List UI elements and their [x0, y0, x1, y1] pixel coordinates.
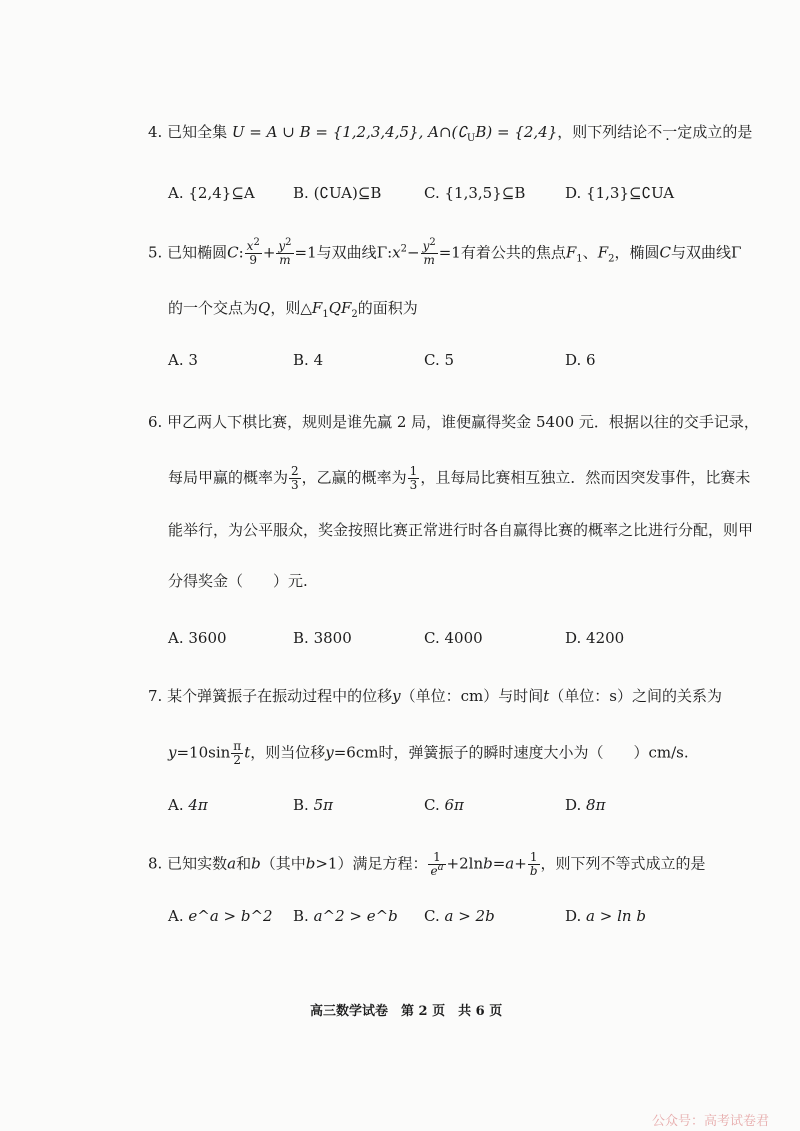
option-a: A. 3600: [168, 629, 227, 647]
option-a: A. 3: [168, 351, 198, 369]
question-math: U = A ∪ B = {1,2,3,4,5}, A∩(∁: [231, 123, 467, 141]
option-a: A. e^a > b^2: [168, 907, 273, 925]
question-number: 4.: [148, 123, 163, 141]
question-number: 5.: [148, 243, 163, 262]
option-c: C. {1,3,5}⊆B: [424, 184, 526, 202]
fraction: $\frac{x^2}{9}$: [246, 237, 260, 267]
question-6-line-4: 分得奖金（ ）元.: [168, 572, 308, 590]
option-d: D. 6: [565, 351, 596, 369]
option-d: D. {1,3}⊆∁UA: [565, 184, 675, 202]
fraction: $\frac{y^2}{m}$: [278, 237, 292, 267]
fraction: $\frac{\pi}{2}$: [233, 739, 242, 767]
question-5-line-2: 的一个交点为Q，则$\triangle F_1QF_2$的面积为: [168, 299, 418, 320]
option-a: A. 4π: [168, 796, 208, 814]
option-b: B. a^2 > e^b: [293, 907, 398, 925]
question-text: 已知全集: [167, 123, 228, 141]
page-footer: 高三数学试卷 第 2 页 共 6 页: [310, 1004, 503, 1019]
option-d: D. 4200: [565, 629, 625, 647]
option-c: C. 6π: [424, 796, 464, 814]
watermark: 公众号：高考试卷君: [652, 1114, 770, 1129]
question-number: 7.: [148, 687, 163, 705]
question-6-line-1: 6. 甲乙两人下棋比赛，规则是谁先赢 2 局，谁便赢得奖金 5400 元．根据以往的交手记录，: [148, 413, 759, 431]
option-b: B. 3800: [293, 629, 352, 647]
question-7-line-2: y=10sin $\frac{\pi}{2}$ t，则当位移y=6cm时，弹簧振子的瞬时速度大小为（ ）cm/s.: [168, 739, 689, 767]
question-number: 6.: [148, 413, 163, 431]
fraction: $\frac{y^2}{m}$: [422, 237, 436, 267]
fraction: $\frac{1}{e^a}$: [430, 850, 444, 878]
option-c: C. a > 2b: [424, 907, 495, 925]
question-6-line-2: 每局甲赢的概率为 $\frac{2}{3}$ ，乙赢的概率为 $\frac{1}{3}$ ，且每局比赛相互独立．然而因突发事件，比赛未: [168, 464, 751, 492]
question-6-line-3: 能举行，为公平服众，奖金按照比赛正常进行时各自赢得比赛的概率之比进行分配，则甲: [168, 521, 754, 539]
option-b: B. (∁UA)⊆B: [293, 184, 382, 202]
option-a: A. {2,4}⊆A: [168, 184, 255, 202]
option-d: D. a > ln b: [565, 907, 646, 925]
option-b: B. 5π: [293, 796, 333, 814]
question-5-line-1: 5. 已知椭圆C: $\frac{x^2}{9}$ + $\frac{y^2}{m}$ =1与双曲线$\Gamma:x^2-$ $\frac{y^2}{m}$ =1有着公共的焦点$F_1$、$F_2$，椭圆C与双曲线Γ: [148, 237, 742, 267]
question-7-line-1: 7. 某个弹簧振子在振动过程中的位移y（单位：cm）与时间t（单位：s）之间的关系为: [148, 687, 722, 705]
question-number: 8.: [148, 854, 163, 873]
emphasis-text: 不一定: [647, 123, 693, 141]
option-d: D. 8π: [565, 796, 606, 814]
option-c: C. 4000: [424, 629, 483, 647]
question-4-stem: 4. 已知全集 U = A ∪ B = {1,2,3,4,5}, $A\cap(∁_UB) = \{2,4\}$，则下列结论不一定成立的是: [148, 123, 753, 144]
fraction: $\frac{2}{3}$: [291, 464, 299, 492]
fraction: $\frac{1}{b}$: [529, 850, 538, 878]
option-c: C. 5: [424, 351, 455, 369]
fraction: $\frac{1}{3}$: [409, 464, 418, 492]
option-b: B. 4: [293, 351, 324, 369]
question-8-line-1: 8. 已知实数a和b（其中b>1）满足方程： $\frac{1}{e^a}$ +2lnb=a+ $\frac{1}{b}$ ，则下列不等式成立的是: [148, 850, 706, 878]
